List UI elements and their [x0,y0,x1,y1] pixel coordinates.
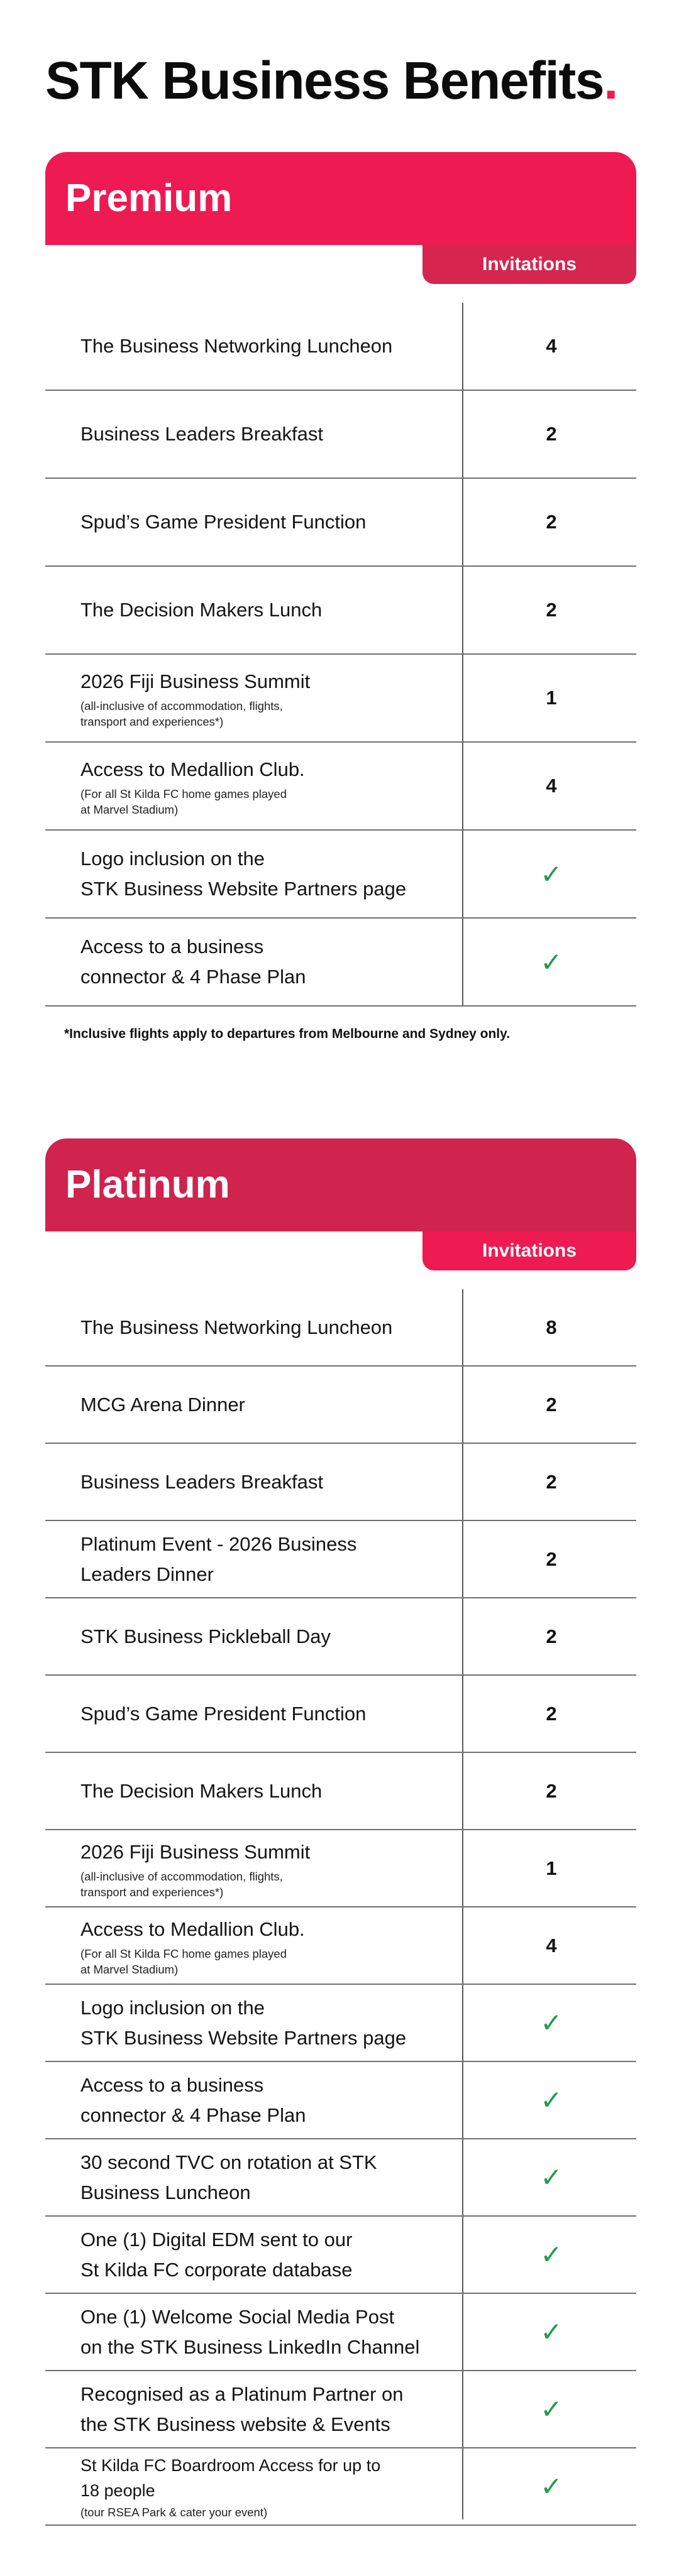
premium-benefit-row [45,831,636,919]
invitation-count: 4 [546,1934,557,1957]
benefit-value [463,1753,639,1829]
page-title [45,49,617,112]
benefit-note: (all-inclusive of accommodation, flights, transport and experiences*) [80,699,283,728]
benefit-title: Business Leaders Breakfast [80,1470,323,1493]
checkmark-icon: ✓ [540,859,563,889]
checkmark-icon: ✓ [540,2240,563,2269]
platinum-benefit-row [45,1830,636,1907]
checkmark-icon: ✓ [540,2317,563,2347]
platinum-benefit-row [45,2217,636,2294]
premium-benefit-row [45,303,636,391]
benefit-note: (For all St Kilda FC home games played at Marvel Stadium) [80,1946,287,1976]
benefit-note: (tour RSEA Park & cater your event) [80,2506,268,2519]
benefit-title: Access to Medallion Club. [80,758,305,780]
benefit-title: Platinum Event - 2026 Business Leaders Dinner [80,1532,357,1585]
benefit-value [463,479,639,565]
benefit-label [80,1985,458,2061]
premium-benefit-row [45,655,636,743]
benefit-title: Business Leaders Breakfast [80,423,323,445]
benefit-title: One (1) Digital EDM sent to our St Kilda FC corporate database [80,2228,353,2281]
invitation-count: 2 [546,1625,557,1647]
checkmark-icon: ✓ [540,2163,563,2192]
benefit-note: (For all St Kilda FC home games played at Marvel Stadium) [80,787,287,816]
benefit-label [80,1367,458,1443]
platinum-benefit-row [45,1907,636,1985]
platinum-invitations-header: Invitations [422,1231,636,1270]
platinum-benefit-row [45,1521,636,1598]
platinum-benefit-row [45,2294,636,2371]
benefit-value [463,1367,639,1443]
platinum-benefit-row [45,1985,636,2062]
benefit-label [80,2217,458,2293]
benefit-value [463,2294,639,2370]
benefit-title: 2026 Fiji Business Summit [80,670,311,692]
benefit-value [463,1985,639,2061]
benefit-title: Access to Medallion Club. [80,1918,305,1940]
benefit-value [463,655,639,741]
invitation-count: 2 [546,1779,557,1802]
benefit-value [463,2371,639,2447]
benefit-title: Recognised as a Platinum Partner on the STK Business website & Events [80,2382,404,2435]
invitation-count: 2 [546,423,557,445]
benefit-label [80,303,458,390]
invitation-count: 1 [546,1857,557,1879]
invitation-count: 2 [546,1393,557,1416]
checkmark-icon: ✓ [540,947,563,977]
premium-banner [45,152,636,245]
platinum-benefit-row [45,1444,636,1521]
benefit-title: The Business Networking Luncheon [80,1316,393,1338]
benefit-label [80,391,458,478]
platinum-benefit-row [45,1753,636,1830]
benefit-value [463,1444,639,1520]
invitation-count: 2 [546,511,557,533]
benefit-title: 30 second TVC on rotation at STK Business Luncheon [80,2151,377,2203]
benefit-value [463,743,639,829]
benefit-title: Access to a business connector & 4 Phase Plan [80,936,306,988]
invitation-count: 2 [546,1547,557,1570]
benefit-label [80,1907,458,1984]
benefit-note: (all-inclusive of accommodation, flights, transport and experiences*) [80,1869,283,1899]
premium-invitations-header: Invitations [422,245,636,284]
benefit-title: One (1) Welcome Social Media Post on the STK Business LinkedIn Channel [80,2305,420,2358]
platinum-benefit-row [45,1289,636,1367]
benefit-value [463,1289,639,1365]
premium-benefit-row [45,567,636,655]
invitation-count: 4 [546,335,557,357]
checkmark-icon: ✓ [540,2472,563,2501]
benefit-value [463,567,639,653]
benefit-label [80,1521,458,1597]
platinum-tier-name: Platinum [65,1163,230,1206]
premium-footnote: *Inclusive flights apply to departures from Melbourne and Sydney only. [64,1027,511,1041]
platinum-benefit-row [45,2371,636,2448]
benefit-value [463,1907,639,1984]
invitation-count: 4 [546,775,557,797]
platinum-benefit-row [45,1676,636,1753]
page-title-text: STK Business Benefits [45,51,604,110]
benefit-value [463,1598,639,1674]
benefit-value [463,303,639,390]
platinum-benefit-row [45,2448,636,2526]
platinum-benefit-row [45,1367,636,1444]
benefit-label [80,1830,458,1906]
benefit-title: 2026 Fiji Business Summit [80,1840,311,1863]
benefit-title: The Decision Makers Lunch [80,599,323,621]
benefit-title: Spud’s Game President Function [80,1702,367,1725]
benefit-title: The Decision Makers Lunch [80,1779,323,1802]
benefit-value [463,2448,639,2524]
benefit-label [80,743,458,829]
checkmark-icon: ✓ [540,2008,563,2038]
platinum-benefit-row [45,1598,636,1676]
benefit-title: Access to a business connector & 4 Phase Plan [80,2073,306,2126]
platinum-benefit-row [45,2139,636,2217]
benefit-label [80,1676,458,1752]
benefit-title: MCG Arena Dinner [80,1393,245,1416]
benefit-value [463,391,639,478]
invitation-count: 2 [546,1470,557,1493]
invitation-count: 1 [546,687,557,709]
benefit-title: STK Business Pickleball Day [80,1625,331,1647]
benefit-value [463,2062,639,2138]
benefit-label [80,1289,458,1365]
benefit-title: St Kilda FC Boardroom Access for up to 18 people [80,2456,381,2500]
premium-tier-name: Premium [65,177,233,220]
benefit-title: Logo inclusion on the STK Business Website Partners page [80,1996,407,2049]
platinum-banner [45,1138,636,1231]
premium-benefit-row [45,479,636,567]
benefit-value [463,919,639,1005]
benefit-label [80,1753,458,1829]
benefit-label [80,2139,458,2215]
benefit-value [463,2139,639,2215]
benefit-label [80,1444,458,1520]
benefit-label [80,2448,458,2524]
benefit-value [463,2217,639,2293]
premium-benefit-row [45,919,636,1007]
premium-benefit-row [45,743,636,831]
benefit-value [463,1830,639,1906]
benefit-label [80,567,458,653]
benefit-label [80,1598,458,1674]
checkmark-icon: ✓ [540,2394,563,2424]
benefit-label [80,2062,458,2138]
benefit-label [80,831,458,917]
benefit-value [463,1521,639,1597]
invitation-count: 2 [546,599,557,621]
title-accent-dot: . [604,51,617,110]
premium-benefit-row [45,391,636,479]
benefit-title: Spud’s Game President Function [80,511,367,533]
benefit-label [80,2371,458,2447]
benefit-value [463,1676,639,1752]
checkmark-icon: ✓ [540,2085,563,2115]
benefit-title: Logo inclusion on the STK Business Website Partners page [80,848,407,900]
benefit-label [80,479,458,565]
benefit-label [80,919,458,1005]
benefit-value [463,831,639,917]
platinum-benefit-row [45,2062,636,2139]
invitation-count: 2 [546,1702,557,1725]
benefit-label [80,2294,458,2370]
benefit-label [80,655,458,741]
benefit-title: The Business Networking Luncheon [80,335,393,357]
invitation-count: 8 [546,1316,557,1338]
